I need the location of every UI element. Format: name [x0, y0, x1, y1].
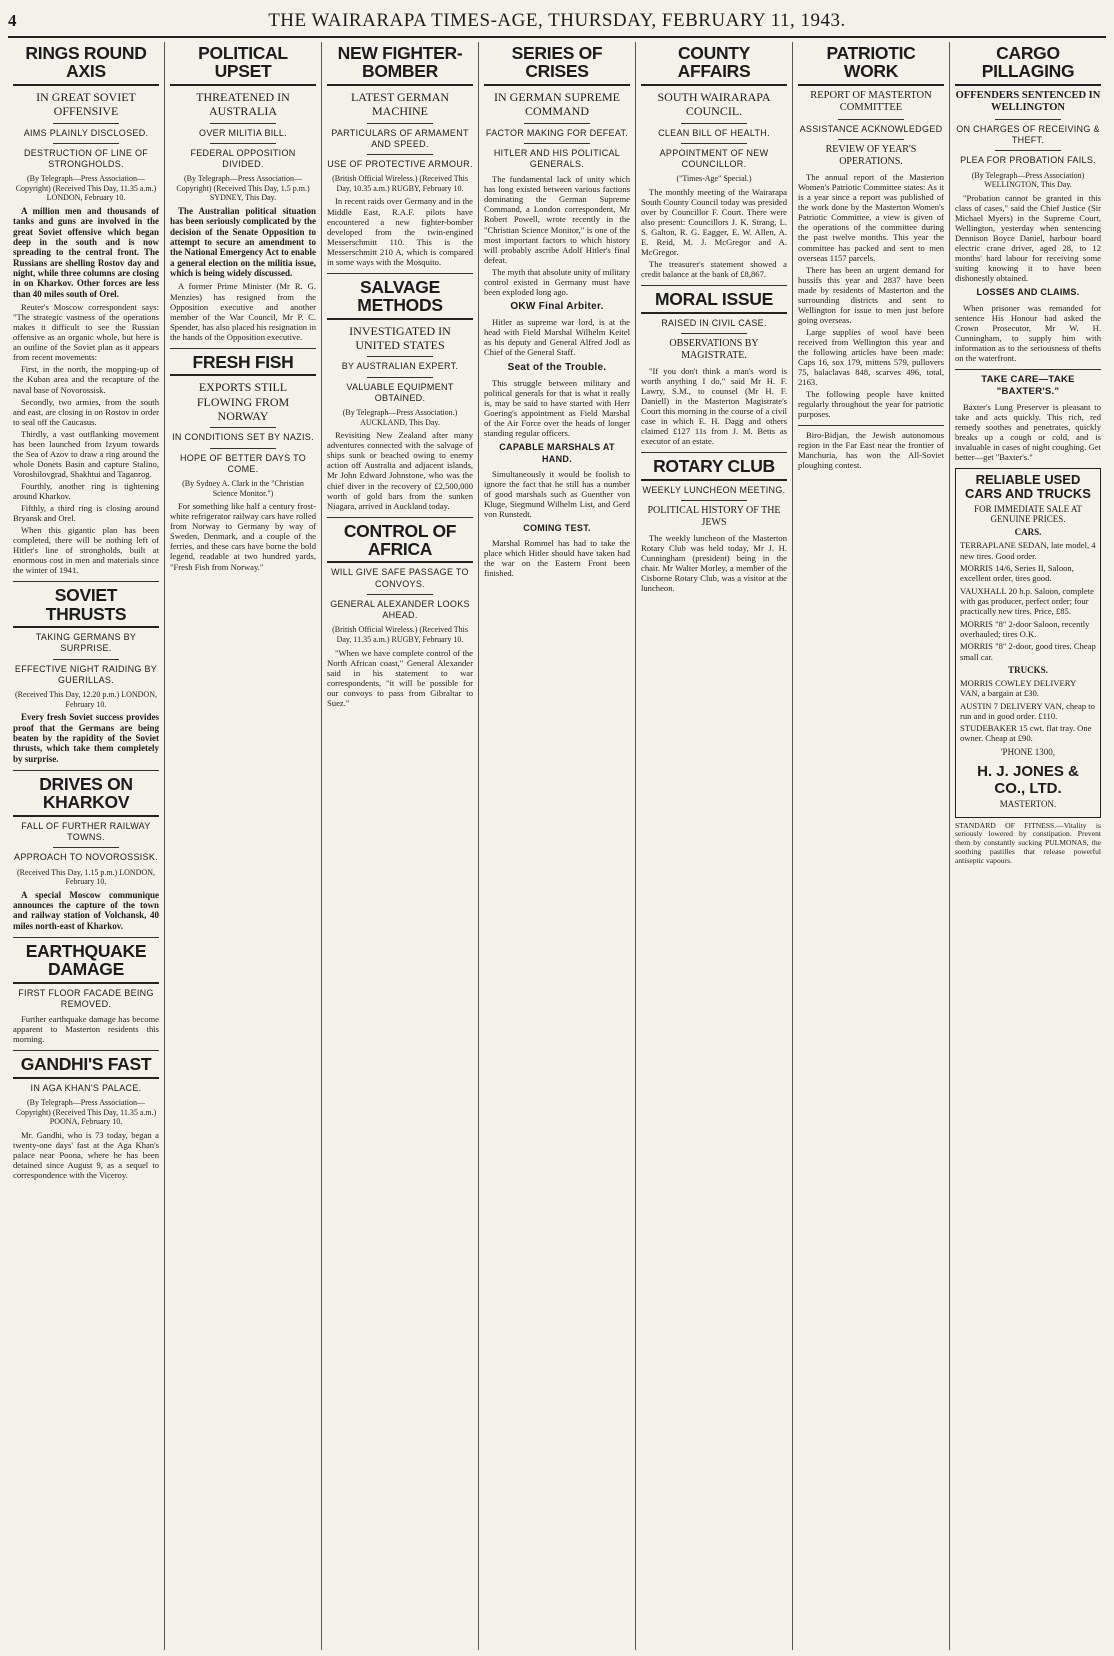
- column-6: [792, 42, 949, 1650]
- subhead: OBSERVATIONS BY MAGISTRATE.: [669, 337, 759, 361]
- column-2: [164, 42, 321, 1650]
- ad-item: MORRIS "8" 2-door, good tires. Cheap small car.: [960, 641, 1096, 662]
- dateline: (By Telegraph—Press Association—Copyright) (Received This Day, 1.5 p.m.) SYDNEY, This Day.: [176, 174, 310, 203]
- body-paragraph: Marshal Rommel has had to take the place which Hitler should have taken had the war on the Eastern Front been finished.: [484, 538, 630, 579]
- crosshead: Seat of the Trouble.: [507, 361, 607, 373]
- dateline: (Received This Day, 1.15 p.m.) LONDON, February 10.: [17, 867, 155, 887]
- body-paragraph: The following people have knitted regularly throughout the year for patriotic purposes.: [798, 389, 944, 420]
- dateline: (By Telegraph—Press Association) WELLINGTON, This Day.: [971, 170, 1085, 190]
- subhead: REPORT OF MASTERTON COMMITTEE: [810, 89, 932, 114]
- body-paragraph: Thirdly, a vast outflanking movement has been launched from Izyum towards the Sea of Azov to draw a ring around the whole Donets Basin and capture Stalino, Voroshilovgrad, Shakhtui and Taganrog.: [13, 428, 159, 479]
- subhead: LATEST GERMAN MACHINE: [350, 89, 450, 119]
- dateline: (By Telegraph—Press Association.) AUCKLAND, This Day.: [342, 408, 458, 427]
- body-paragraph: Mr. Gandhi, who is 73 today, began a twenty-one days' fast at the Aga Khan's palace near Poona, where he has been detained since August 9, as a sequel to correspondence with the Viceroy.: [13, 1129, 159, 1181]
- dateline: ("Times-Age" Special.): [676, 174, 752, 184]
- subhead: ON CHARGES OF RECEIVING & THEFT.: [956, 123, 1100, 146]
- body-paragraph: There has been an urgent demand for hussifs this year and 2837 have been made by residents of Masterton and the surrounding districts and sent to Wellington for issue to men just before going overseas.: [798, 264, 944, 325]
- body-paragraph: Revisiting New Zealand after many adventures connected with the salvage of ships sunk or beached owing to enemy action off Australia and adjacent islands, Mr John Edward Johnstone, who was the chief diver in the recovery of £2,500,000 worth of gold bars from the sunken Niagara, arrived in Auckland today.: [327, 430, 473, 511]
- headline-fresh-fish: FRESH FISH: [170, 353, 316, 376]
- body-paragraph: Further earthquake damage has become apparent to Masterton residents this morning.: [13, 1014, 159, 1045]
- headline-control-of-africa: CONTROL OF AFRICA: [327, 522, 473, 564]
- subhead: FALL OF FURTHER RAILWAY TOWNS.: [21, 820, 151, 843]
- headline-soviet-thrusts: SOVIET THRUSTS: [13, 586, 159, 628]
- ad-item: TERRAPLANE SEDAN, late model, 4 new tires. Good order.: [960, 540, 1096, 561]
- subhead: PLEA FOR PROBATION FAILS.: [960, 155, 1096, 166]
- body-paragraph: The monthly meeting of the Wairarapa South County Council today was presided over by Councillor F. Court. There were also present: Councillors J. K. Strang, L. S. Galton, R. G. Eagger, E. W. Allen, A. E. Reid, M. J. McGregor and A. McGregor.: [641, 186, 787, 258]
- dateline: (By Telegraph—Press Association—Copyright) (Received This Day, 11.35 a.m.) POONA, February 10.: [15, 1098, 157, 1127]
- crosshead: COMING TEST.: [523, 523, 591, 534]
- masthead-title: THE WAIRARAPA TIMES-AGE, THURSDAY, FEBRUARY 11, 1943.: [268, 10, 846, 31]
- body-paragraph: The treasurer's statement showed a credit balance at the bank of £8,867.: [641, 259, 787, 280]
- column-7: [949, 42, 1106, 1650]
- subhead: POLITICAL HISTORY OF THE JEWS: [647, 504, 781, 528]
- subhead: HOPE OF BETTER DAYS TO COME.: [179, 452, 307, 474]
- body-paragraph: First, in the north, the mopping-up of the Kuban area and the recapture of the naval base of Novorossisk.: [13, 364, 159, 395]
- subhead: APPROACH TO NOVOROSSISK.: [14, 852, 158, 863]
- column-1: [8, 42, 164, 1650]
- subhead: ASSISTANCE ACKNOWLEDGED: [799, 123, 943, 134]
- ad-town: MASTERTON.: [999, 798, 1057, 809]
- body-paragraph: Biro-Bidjan, the Jewish autonomous region in the Far East near the frontier of Manchuria, has won the All-Soviet ploughing contest.: [798, 430, 944, 471]
- body-paragraph: The myth that absolute unity of military control existed in Germany must have been exploded long ago.: [484, 266, 630, 297]
- dateline: (By Telegraph—Press Association—Copyright) (Received This Day, 11.35 a.m.) LONDON, February 10.: [15, 174, 157, 203]
- ad-subhead: FOR IMMEDIATE SALE AT GENUINE PRICES.: [974, 504, 1082, 525]
- crosshead: OKW Final Arbiter.: [510, 300, 604, 312]
- subhead: OFFENDERS SENTENCED IN WELLINGTON: [955, 89, 1101, 114]
- subhead: WEEKLY LUNCHEON MEETING.: [642, 484, 786, 495]
- column-3: [321, 42, 478, 1650]
- body-paragraph: For something like half a century frost-white refrigerator railway cars have rolled from Norway to Germany by way of Sweden, Denmark, and a couple of the ferries, and these cars have borne the bold legend, readable at two hundred yards, "Fresh Fish from Norway.": [170, 501, 316, 572]
- body-paragraph: This struggle between military and political generals for that is what it really is, may be said to have started with Herr Goering's appointment as Field Marshal of the Air Force over the heads of longer standing regular officers.: [484, 378, 630, 439]
- subhead: GENERAL ALEXANDER LOOKS AHEAD.: [330, 598, 470, 621]
- columns: [8, 42, 1106, 1650]
- headline-earthquake-damage: EARTHQUAKE DAMAGE: [13, 942, 159, 984]
- body-paragraph: Reuter's Moscow correspondent says: "The strategic vastness of the operations makes it difficult to see the Russian offensive as an organic whole, but here is an outline of the Soviet plan as it appears from recent movements:: [13, 302, 159, 363]
- headline-gandhis-fast: GANDHI'S FAST: [13, 1055, 159, 1078]
- lead-paragraph: The Australian political situation has been seriously complicated by the decision of the Senate Opposition to attempt to secure an amendment to the National Emergency Act to enable a general election on the militia issue, which is being widely discussed.: [170, 206, 316, 279]
- subhead: THREATENED IN AUSTRALIA: [196, 89, 290, 119]
- headline-new-fighter-bomber: NEW FIGHTER-BOMBER: [327, 44, 473, 86]
- subhead: IN GREAT SOVIET OFFENSIVE: [36, 89, 136, 119]
- body-paragraph: Fifthly, a third ring is closing around Bryansk and Orel.: [13, 503, 159, 524]
- column-5: [635, 42, 792, 1650]
- subhead: FEDERAL OPPOSITION DIVIDED.: [190, 147, 296, 170]
- ad-text-pulmonas: STANDARD OF FITNESS.—Vitality is seriously lowered by constipation. Prevent them by constantly sucking PULMONAS, the soothing pastilles that release powerful antiseptic vapours.: [955, 820, 1101, 865]
- headline-county-affairs: COUNTY AFFAIRS: [641, 44, 787, 86]
- headline-rings-round-axis: RINGS ROUND AXIS: [13, 44, 159, 86]
- used-cars-advertisement: [955, 468, 1101, 818]
- body-paragraph: When prisoner was remanded for sentence His Honour had asked the Crown Prosecutor, Mr W. H. Cunningham, to supply him with information as to the seriousness of thefts on the waterfront.: [955, 302, 1101, 363]
- headline-political-upset: POLITICAL UPSET: [170, 44, 316, 86]
- subhead: FIRST FLOOR FACADE BEING REMOVED.: [18, 987, 154, 1010]
- lead-paragraph: Every fresh Soviet success provides proof that the Germans are being beaten by the rapidity of the Soviet thrusts, which take them completely by surprise.: [13, 712, 159, 764]
- crosshead: LOSSES AND CLAIMS.: [976, 287, 1080, 298]
- body-paragraph: "Probation cannot be granted in this class of cases," said the Chief Justice (Sir Michael Myers) in the Supreme Court, Wellington, yesterday when sentencing Dennison Boyce Daniel, harbour board electric crane driver, aged 28, to 12 months' hard labour for receiving some suiting knowing it to have been dishonestly obtained.: [955, 192, 1101, 284]
- ad-item: MORRIS 14/6, Series II, Saloon, excellent order, tires good.: [960, 563, 1074, 584]
- headline-patriotic-work: PATRIOTIC WORK: [798, 44, 944, 86]
- subhead: IN GERMAN SUPREME COMMAND: [493, 89, 620, 119]
- body-paragraph: The weekly luncheon of the Masterton Rotary Club was held today, Mr J. H. Cunningham (president) being in the chair. Mr Walter Morley, a member of the Cisborne Rotary Club, was a visitor at the luncheon.: [641, 532, 787, 594]
- body-paragraph: "When we have complete control of the North African coast," General Alexander said in his statement to war correspondents, "it will be possible for our convoys to pass from Gibraltar to Suez.": [327, 647, 473, 708]
- headline-series-of-crises: SERIES OF CRISES: [484, 44, 630, 86]
- body-paragraph: The fundamental lack of unity which has long existed between various factions dominating the German Supreme Command, a London correspondent, Mr Robert Powell, wrote recently in the "Christian Science Monitor," is one of the most important factors to which history will probably ascribe Adolf Hitler's final defeat.: [484, 174, 630, 265]
- subhead: DESTRUCTION OF LINE OF STRONGHOLDS.: [23, 147, 149, 170]
- ad-item: STUDEBAKER 15 cwt. flat tray. One owner. Cheap at £90.: [960, 723, 1092, 744]
- body-paragraph: A former Prime Minister (Mr R. G. Menzies) has resigned from the Opposition executive and another member of the War Council, Mr P. C. Spender, has also placed his resignation in the hands of the Opposition executive.: [170, 281, 316, 342]
- headline-drives-on-kharkov: DRIVES ON KHARKOV: [13, 775, 159, 817]
- dateline: (British Official Wireless.) (Received This Day, 10.35 a.m.) RUGBY, February 10.: [332, 174, 468, 193]
- subhead: APPOINTMENT OF NEW COUNCILLOR.: [659, 147, 769, 170]
- headline-rotary-club: ROTARY CLUB: [641, 457, 787, 480]
- dateline: (Received This Day, 12.20 p.m.) LONDON, February 10.: [15, 690, 157, 709]
- dateline: (By Sydney A. Clark in the "Christian Science Monitor."): [182, 479, 304, 498]
- ad-headline-baxters: TAKE CARE—TAKE "BAXTER'S.": [981, 373, 1075, 397]
- body-paragraph: "If you don't think a man's word is worth anything I do," said Mr H. F. Lawry, S.M., to counsel (Mr H. F. Daniell) in the Masterton Magistrate's Court this morning in the course of a civil case in which E. H. Dagg and others claimed £127 11s from J. M. Betts as executor of an estate.: [641, 365, 787, 447]
- subhead: HITLER AND HIS POLITICAL GENERALS.: [493, 147, 621, 170]
- subhead: EFFECTIVE NIGHT RAIDING BY GUERILLAS.: [14, 663, 158, 685]
- subhead: REVIEW OF YEAR'S OPERATIONS.: [825, 144, 917, 168]
- subhead: USE OF PROTECTIVE ARMOUR.: [327, 159, 473, 170]
- body-paragraph: Simultaneously it would be foolish to ignore the fact that he still has a number of good marshals such as Guenther von Kluge, Siegmund Wilhelm List, and Gerd von Runstedt.: [484, 468, 630, 519]
- subhead: RAISED IN CIVIL CASE.: [661, 317, 767, 328]
- body-paragraph: Large supplies of wool have been received from Wellington this year and the following articles have been made: Caps 16, sox 179, mittens 579, pullovers 75, balaclavas 848, scarves 496, total, 2163.: [798, 326, 944, 388]
- body-paragraph: When this gigantic plan has been completed, there will be nothing left of Hitler's line of strongholds, built at enormous cost in men and materials since the winter of 1941.: [13, 525, 159, 576]
- subhead: BY AUSTRALIAN EXPERT.: [341, 361, 459, 372]
- subhead: IN AGA KHAN'S PALACE.: [30, 1082, 142, 1093]
- headline-moral-issue: MORAL ISSUE: [641, 290, 787, 313]
- body-paragraph: Secondly, two armies, from the south and east, are closing in on Rostov in order to seal off the Caucasus.: [13, 396, 159, 427]
- subhead: VALUABLE EQUIPMENT OBTAINED.: [346, 381, 454, 403]
- column-4: [478, 42, 635, 1650]
- dateline: (British Official Wireless.) (Received This Day, 11.35 a.m.) RUGBY, February 10.: [332, 625, 468, 644]
- subhead: PARTICULARS OF ARMAMENT AND SPEED.: [331, 127, 469, 149]
- subhead: FACTOR MAKING FOR DEFEAT.: [485, 127, 629, 138]
- headline-salvage-methods: SALVAGE METHODS: [327, 278, 473, 320]
- body-paragraph: In recent raids over Germany and in the Middle East, R.A.F. pilots have encountered a new fighter-bomber developed from the twin-engined Messerschmitt 110. This is the Messerschmitt 210 A, which is compared in some ways with the Mosquito.: [327, 196, 473, 267]
- masthead: [8, 6, 1106, 38]
- body-paragraph: Hitler as supreme war lord, is at the head with Field Marshal Wilhelm Keitel as his deputy and General Alfred Jodl as Chief of the General Staff.: [484, 317, 630, 358]
- lead-paragraph: A special Moscow communique announces the capture of the town and railway station of Volchansk, 40 miles north-east of Kharkov.: [13, 889, 159, 931]
- ad-item: MORRIS COWLEY DELIVERY VAN, a bargain at £30.: [960, 677, 1076, 699]
- crosshead: CAPABLE MARSHALS AT HAND.: [499, 442, 615, 464]
- ad-section-label: CARS.: [1014, 527, 1042, 538]
- ad-item: AUSTIN 7 DELIVERY VAN, cheap to run and in good order. £110.: [960, 700, 1095, 721]
- subhead: IN CONDITIONS SET BY NAZIS.: [172, 432, 314, 443]
- subhead: WILL GIVE SAFE PASSAGE TO CONVOYS.: [331, 567, 469, 589]
- subhead: OVER MILITIA BILL.: [199, 127, 287, 138]
- subhead: AIMS PLAINLY DISCLOSED.: [23, 127, 149, 138]
- page-number: 4: [8, 11, 17, 30]
- ad-firm-name: H. J. JONES & CO., LTD.: [977, 762, 1079, 797]
- ad-headline: RELIABLE USED CARS AND TRUCKS: [965, 471, 1091, 502]
- headline-cargo-pillaging: CARGO PILLAGING: [955, 44, 1101, 86]
- ad-phone: 'PHONE 1300,: [1000, 746, 1056, 757]
- subhead: CLEAN BILL OF HEALTH.: [658, 127, 770, 138]
- subhead: EXPORTS STILL FLOWING FROM NORWAY: [196, 380, 290, 423]
- body-paragraph: Fourthly, another ring is tightening around Kharkov.: [13, 480, 159, 501]
- lead-paragraph: A million men and thousands of tanks and guns are involved in the great Soviet offensive which began deep in the south and is now spreading to the central front. The Russians are shelling Rostov day and night, while three columns are closing in on Kharkov. Other forces are less than 40 miles south of Orel.: [13, 206, 159, 299]
- ad-item: VAUXHALL 20 h.p. Saloon, complete with gas producer, perfect order; four practically new tires. Price, £85.: [960, 585, 1094, 617]
- ad-section-label: TRUCKS.: [1008, 664, 1048, 675]
- ad-text-baxters: Baxter's Lung Preserver is pleasant to take and acts quickly. This rich, red remedy soothes and penetrates, quickly breaks up a cough or cold, and is invaluable in cases of night coughing. Get better—get "Baxter's.": [955, 401, 1101, 462]
- ad-item: MORRIS "8" 2-door Saloon, recently overhauled; tires O.K.: [960, 618, 1090, 639]
- body-paragraph: The annual report of the Masterton Women's Patriotic Committee states: As it is a year since a report was published of the work done by the Masterton Women's Patriotic Committee, a view is given of the operations of the committee during the past twelve months. This year the committee has packed and sent to men overseas 1157 parcels.: [798, 172, 944, 263]
- subhead: INVESTIGATED IN UNITED STATES: [349, 323, 451, 352]
- subhead: TAKING GERMANS BY SURPRISE.: [35, 632, 137, 654]
- subhead: SOUTH WAIRARAPA COUNCIL.: [657, 89, 771, 119]
